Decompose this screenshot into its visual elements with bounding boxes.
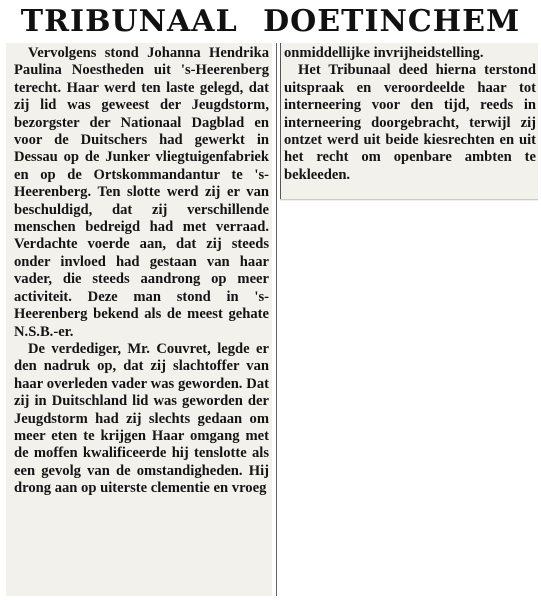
- clipping-torn-edge: [280, 199, 538, 201]
- column-divider: [276, 43, 277, 596]
- article-headline: TRIBUNAAL DOETINCHEM: [20, 4, 521, 39]
- paragraph-defense-argument: De verdediger, Mr. Couvret, legde er den nadruk op, dat zij slachtoffer van haar overleden vader was geworden. Dat zij in Duitschland lid was geworden der Jeugdstorm had zij slechts gedaan om meer eten te krijgen Haar omgang met de moffen kwalificeerde hij tenslotte als een gevolg van de omstandigheden. Hij drong aan op uiterste clementie en vroeg: [14, 340, 269, 497]
- paragraph-trial-account: Vervolgens stond Johanna Hendrika Paulina Noestheden uit 's-Heerenberg terecht. Haar werd ten laste gelegd, dat zij lid was geweest der Jeugdstorm, bezorgster der Nationaal Dagblad en voor de Duitschers had gewerkt in Dessau op de Junker vliegtuigenfabriek en op de Ortskommandantur te 's-Heerenberg. Ten slotte werd zij er van beschuldigd, dat zij verschillende menschen bedreigd had met verraad. Verdachte voerde aan, dat zij steeds onder invloed had gestaan van haar vader, die steeds aandrong op meer activiteit. Deze man stond in 's-Heerenberg bekend als de meest gehate N.S.B.-er.: [14, 45, 269, 340]
- paragraph-verdict: Het Tribunaal deed hierna terstond uitspraak en veroordeelde haar tot interneering voor den tijd, reeds in interneering doorgebracht, terwijl zij ontzet werd uit beide kiesrechten en uit het recht om openbare ambten te bekleeden.: [284, 62, 536, 183]
- right-column: [280, 43, 538, 199]
- paragraph-continuation: onmiddellijke invrijheidstelling.: [284, 45, 484, 61]
- left-column: [6, 43, 272, 596]
